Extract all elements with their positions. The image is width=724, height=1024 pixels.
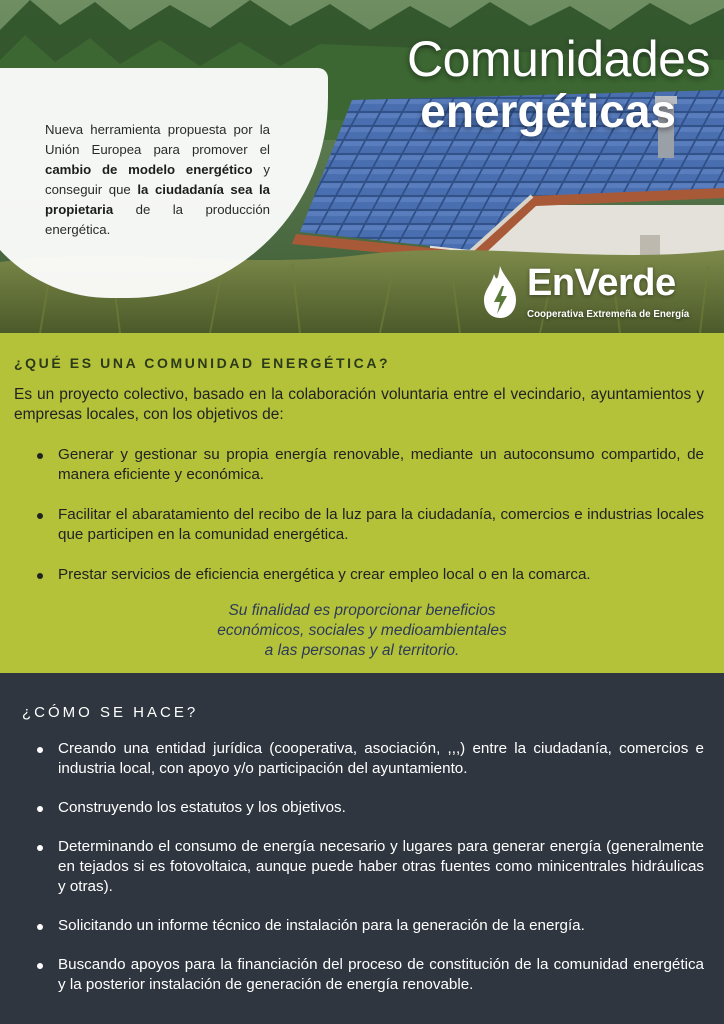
logo-name: EnVerde — [527, 262, 676, 304]
enverde-logo — [480, 262, 712, 324]
list-item: Creando una entidad jurídica (cooperativa, asociación, ,,,) entre la ciudadanía, comercios e industria local, con apoyo y/o participación del ayuntamiento. — [14, 739, 704, 779]
quote-line: económicos, sociales y medioambientales — [217, 622, 507, 639]
logo-tagline: Cooperativa Extremeña de Energía — [527, 309, 690, 320]
what-is-section — [0, 333, 724, 673]
intro-text-part: de la producción energética. — [45, 202, 270, 237]
how-to-section — [0, 673, 724, 1024]
list-item: Determinando el consumo de energía necesario y lugares para generar energía (generalmente en tejados si es fotovoltaica, aunque puede haber otras fuentes como minicentrales hidráulicas y otras). — [14, 837, 704, 897]
list-item: Generar y gestionar su propia energía renovable, mediante un autoconsumo compartido, de manera eficiente y económica. — [14, 445, 704, 485]
intro-text-part: Nueva herramienta propuesta por la Unión Europea para promover el — [45, 122, 270, 157]
purpose-quote — [0, 601, 724, 661]
steps-list — [14, 739, 704, 1014]
page-title — [406, 31, 710, 137]
title-line-1: Comunidades — [406, 31, 710, 87]
list-item: Prestar servicios de eficiencia energética y crear empleo local o en la comarca. — [14, 565, 704, 585]
hero-banner — [0, 0, 724, 333]
objectives-list — [14, 445, 704, 605]
title-line-2: energéticas — [420, 85, 676, 137]
section-heading: ¿QUÉ ES UNA COMUNIDAD ENERGÉTICA? — [14, 355, 391, 371]
quote-line: a las personas y al territorio. — [264, 642, 460, 659]
intro-text — [45, 120, 270, 240]
list-item: Solicitando un informe técnico de instalación para la generación de la energía. — [14, 916, 704, 936]
intro-emphasis: cambio de modelo energético — [45, 162, 253, 177]
list-item: Buscando apoyos para la financiación del proceso de constitución de la comunidad energética y la posterior instalación de generación de energía renovable. — [14, 955, 704, 995]
section-heading: ¿CÓMO SE HACE? — [22, 704, 199, 721]
flame-lightning-icon — [480, 264, 520, 320]
intro-text-part: y conseguir que — [45, 162, 270, 197]
list-item: Construyendo los estatutos y los objetivos. — [14, 798, 704, 818]
section-lead: Es un proyecto colectivo, basado en la colaboración voluntaria entre el vecindario, ayuntamientos y empresas locales, con los objetivos de: — [14, 386, 704, 423]
quote-line: Su finalidad es proporcionar beneficios — [228, 602, 496, 619]
intro-emphasis: la ciudadanía sea la propietaria — [45, 182, 270, 217]
list-item: Facilitar el abaratamiento del recibo de la luz para la ciudadanía, comercios e industrias locales que participen en la comunidad energética. — [14, 505, 704, 545]
